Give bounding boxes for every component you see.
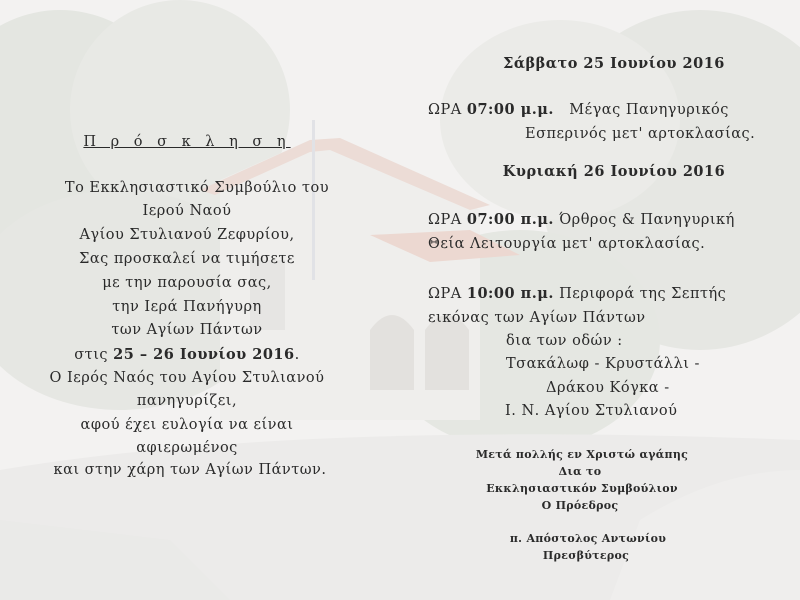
sunday-time-line-2 (428, 285, 726, 302)
left-line-12: και στην χάρη των Αγίων Πάντων. (53, 462, 327, 478)
left-line-10: αφού έχει ευλογία να είναι (80, 417, 294, 433)
sun1-time: 07:00 π.μ. (466, 211, 554, 228)
sun1-event-2: Θεία Λειτουργία μετ' αρτοκλασίας. (428, 236, 706, 252)
sun1-event-1: Όρθρος & Πανηγυρική (559, 212, 735, 228)
sun2-event-5: Δράκου Κόγκα - (546, 380, 670, 396)
sat-event-2: Εσπερινός μετ' αρτοκλασίας. (525, 126, 756, 142)
sat-event-1: Μέγας Πανηγυρικός (569, 102, 729, 118)
left-line-9: πανηγυρίζει, (136, 393, 238, 409)
sun1-hour-label: ΩΡΑ (428, 212, 462, 228)
sun2-event-4: Τσακάλωφ - Κρυστάλλι - (506, 356, 700, 372)
signature-line-3: Εκκλησιαστικόν Συμβούλιον (486, 482, 678, 495)
left-line-11: αφιερωμένος (136, 440, 238, 456)
left-line-3: Αγίου Στυλιανού Ζεφυρίου, (79, 227, 295, 243)
sat-time: 07:00 μ.μ. (466, 101, 554, 118)
left-line-8: Ο Ιερός Ναός του Αγίου Στυλιανού (49, 370, 325, 386)
sun2-event-6: Ι. Ν. Αγίου Στυλιανού (505, 403, 678, 419)
sun2-hour-label: ΩΡΑ (428, 286, 462, 302)
sunday-time-line-1 (428, 211, 735, 228)
feast-dates-line (74, 346, 299, 363)
sun2-time: 10:00 π.μ. (466, 285, 554, 302)
signature-line-2: Δια το (558, 465, 602, 478)
sat-hour-label: ΩΡΑ (428, 102, 462, 118)
feast-dates: 25 – 26 Ιουνίου 2016 (113, 346, 295, 363)
saturday-heading: Σάββατο 25 Ιουνίου 2016 (503, 55, 725, 72)
left-line-4: Σας προσκαλεί να τιμήσετε (79, 251, 295, 267)
invitation-title: Π ρ ό σ κ λ η σ η (83, 134, 291, 150)
signature-line-6: Πρεσβύτερος (542, 549, 630, 562)
left-line-7: των Αγίων Πάντων (111, 322, 263, 338)
dates-prefix: στις (74, 347, 109, 363)
left-line-6: την Ιερά Πανήγυρη (112, 299, 262, 315)
left-line-2: Ιερού Ναού (142, 203, 232, 219)
signature-line-4: Ο Πρόεδρος (541, 499, 619, 512)
signature-line-1: Μετά πολλής εν Χριστώ αγάπης (475, 448, 689, 461)
signature-line-5: π. Απόστολος Αντωνίου (509, 532, 667, 545)
left-line-1: Το Εκκλησιαστικό Συμβούλιο του (64, 180, 330, 196)
left-line-5: με την παρουσία σας, (102, 275, 272, 291)
sun2-event-1: Περιφορά της Σεπτής (559, 286, 727, 302)
dates-suffix: . (294, 347, 300, 363)
sun2-event-2: εικόνας των Αγίων Πάντων (428, 310, 646, 326)
saturday-time-line (428, 101, 729, 118)
sun2-event-3: δια των οδών : (506, 333, 623, 349)
sunday-heading: Κυριακή 26 Ιουνίου 2016 (502, 163, 726, 180)
